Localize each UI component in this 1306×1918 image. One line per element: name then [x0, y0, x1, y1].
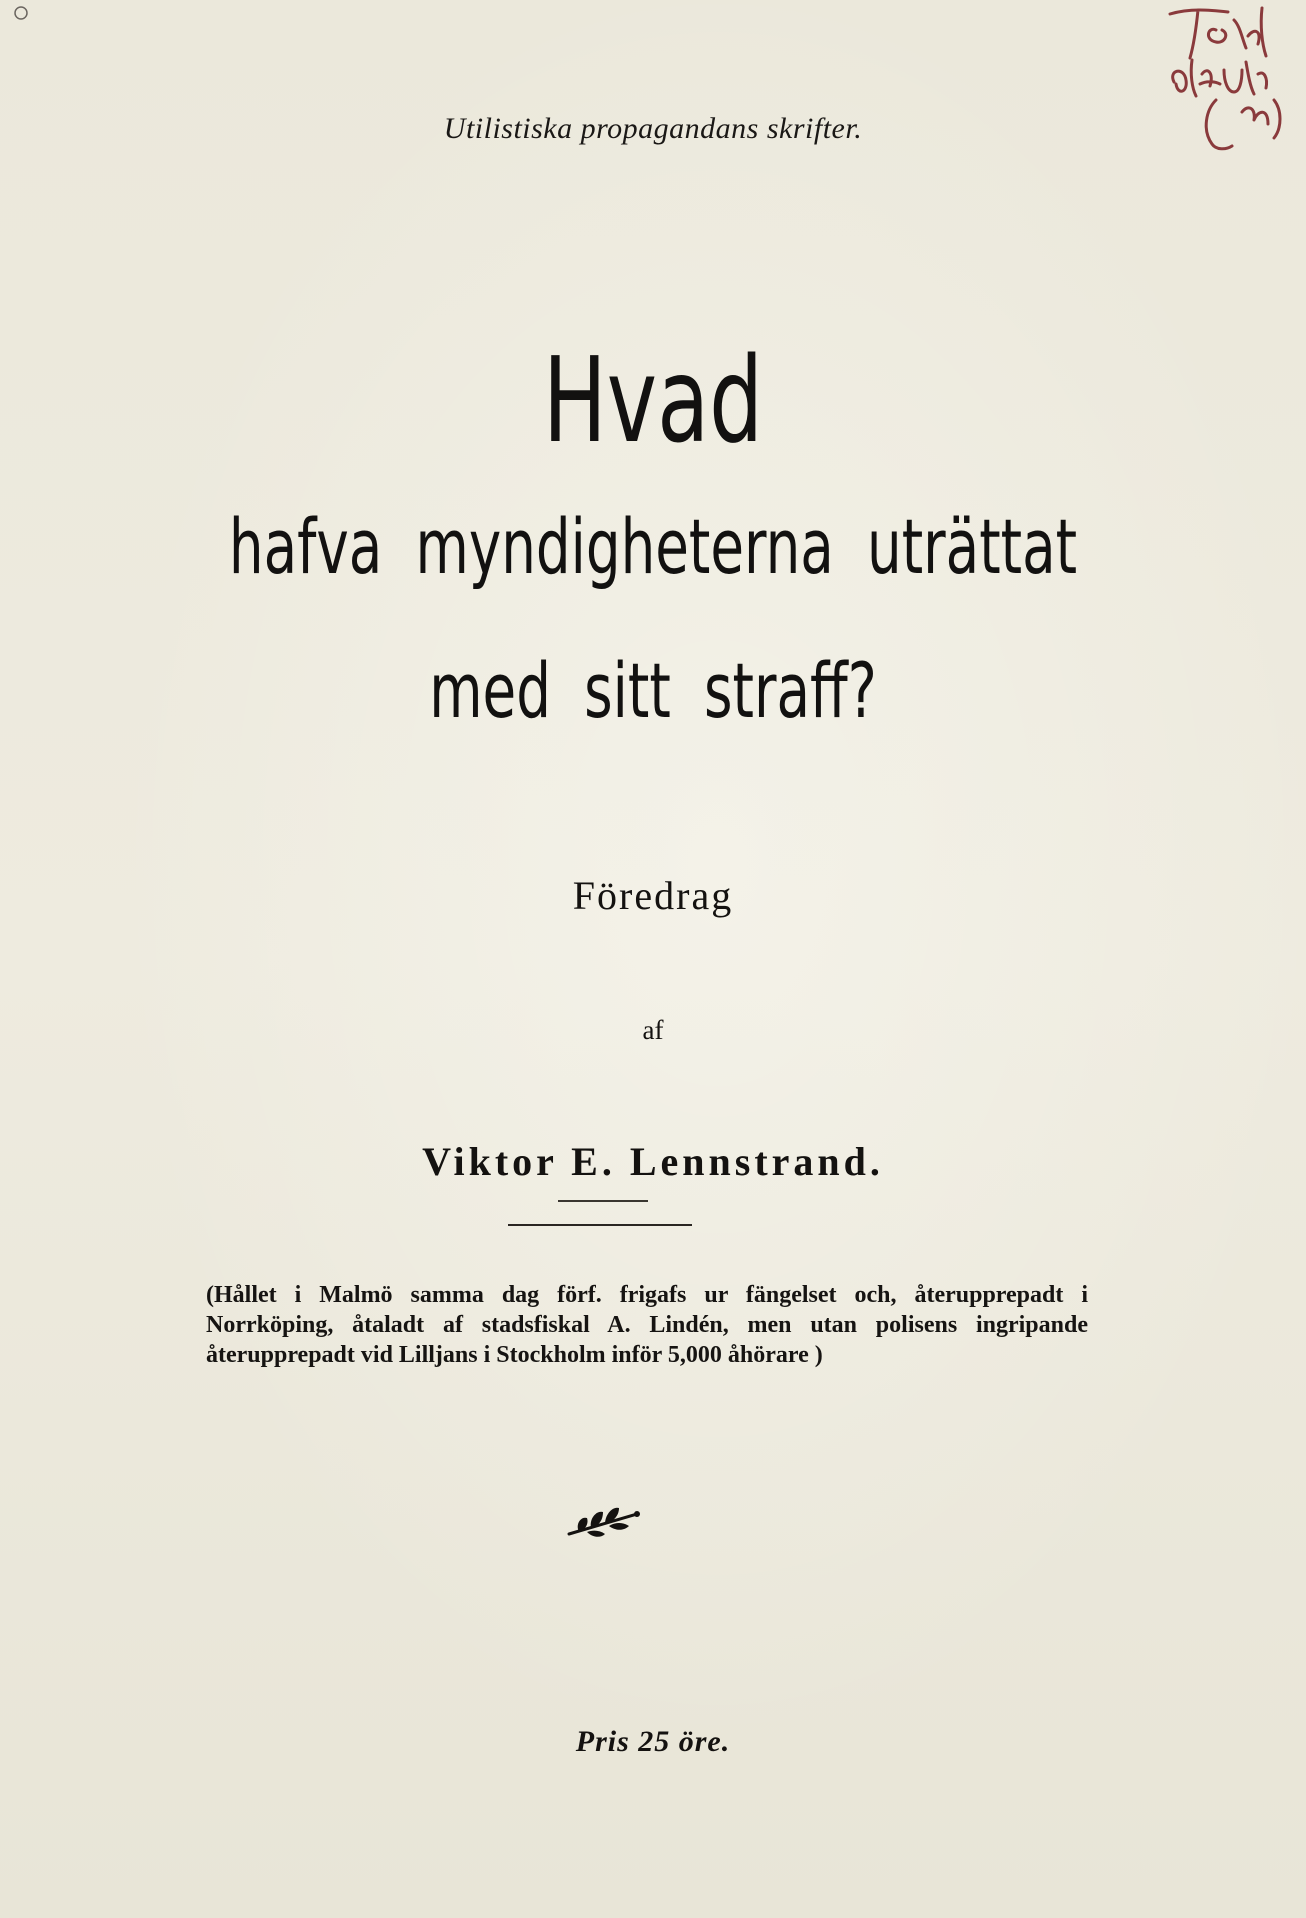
- author-name: Viktor E. Lennstrand.: [422, 1139, 884, 1184]
- publication-note-text: (Hållet i Malmö samma dag förf. frigafs ur fängelset och, återupprepadt i Norrköping, åtaladt af stadsfiskal A. Lindén, men utan polisens ingripande återupprepadt vid Lilljans i Stockholm inför 5,000 åhörare ): [206, 1282, 1088, 1368]
- title-line-2: med sitt straff?: [429, 646, 877, 735]
- genre-label: Föredrag: [572, 873, 734, 918]
- title-line-1: hafva myndigheterna uträttat: [228, 502, 1078, 591]
- publication-note: [118, 1280, 1088, 1370]
- author-underline: [558, 1200, 648, 1202]
- price-label: Pris 25 öre.: [575, 1725, 731, 1758]
- divider-rule: [508, 1224, 692, 1226]
- title-main: Hvad: [542, 331, 764, 469]
- leaf-ornament-icon: [563, 1500, 643, 1544]
- series-title: Utilistiska propagandans skrifter.: [443, 112, 863, 145]
- corner-circle-mark: [12, 4, 30, 22]
- by-label: af: [642, 1015, 664, 1045]
